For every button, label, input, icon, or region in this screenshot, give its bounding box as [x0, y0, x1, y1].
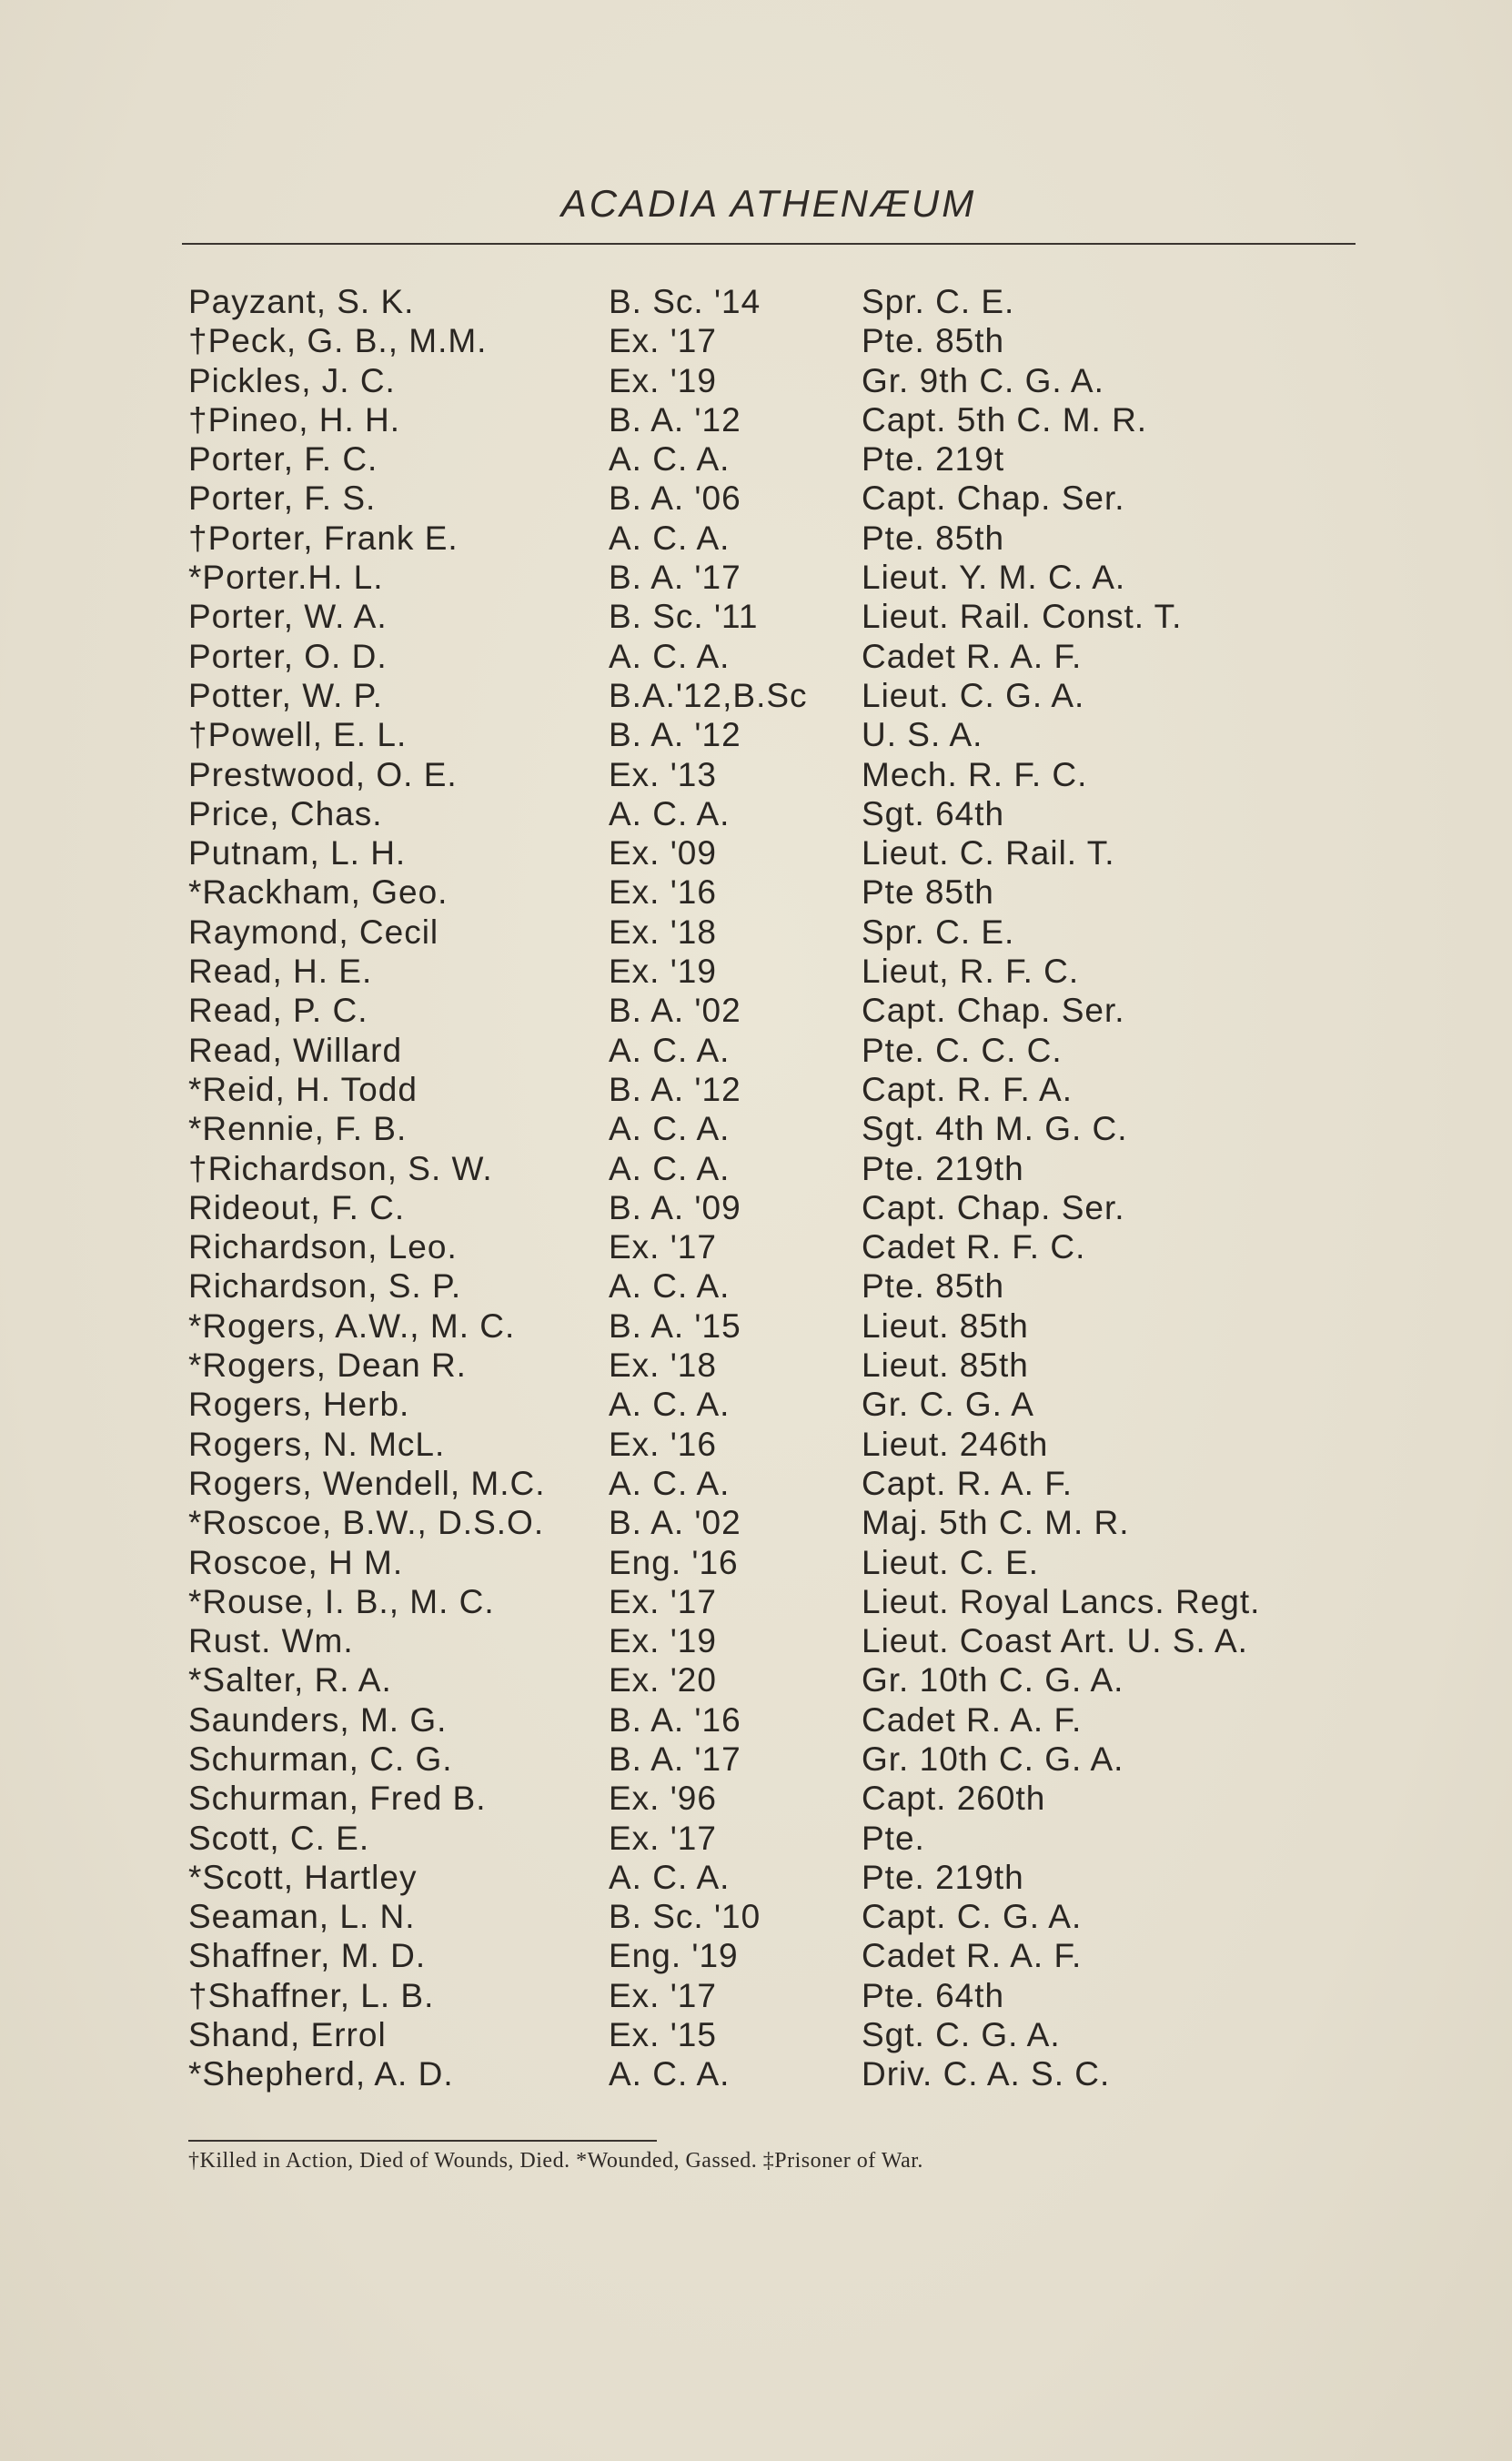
- person-name: Rogers, Wendell, M.C.: [188, 1464, 546, 1502]
- person-name: Read, Willard: [188, 1031, 403, 1069]
- roster-row: [188, 1543, 1371, 1582]
- roster-list: [188, 282, 1371, 2094]
- person-name: †Richardson, S. W.: [188, 1149, 493, 1187]
- person-name: *Salter, R. A.: [188, 1661, 392, 1700]
- military-rank: Lieut. Y. M. C. A.: [862, 559, 1126, 597]
- military-rank: Sgt. C. G. A.: [862, 2016, 1061, 2054]
- degree-class: A. C. A.: [609, 519, 731, 557]
- degree-class: B. A. '06: [609, 479, 741, 518]
- degree-class: A. C. A.: [609, 1386, 731, 1424]
- person-name: Potter, W. P.: [188, 676, 383, 714]
- degree-class: A. C. A.: [609, 1149, 731, 1187]
- degree-class: Ex. '19: [609, 1622, 717, 1660]
- person-name: Rideout, F. C.: [188, 1188, 406, 1226]
- degree-class: A. C. A.: [609, 794, 731, 832]
- military-rank: Mech. R. F. C.: [862, 755, 1088, 793]
- roster-row: [188, 715, 1371, 754]
- roster-row: [188, 1464, 1371, 1503]
- degree-class: Ex. '09: [609, 834, 717, 872]
- roster-row: [188, 479, 1371, 518]
- roster-row: [188, 558, 1371, 597]
- roster-row: [188, 1109, 1371, 1148]
- person-name: *Rogers, A.W., M. C.: [188, 1306, 516, 1345]
- military-rank: Pte. 64th: [862, 1976, 1005, 2014]
- person-name: Putnam, L. H.: [188, 834, 407, 872]
- running-header: ACADIA ATHENÆUM: [560, 182, 977, 225]
- military-rank: Pte 85th: [862, 873, 994, 912]
- degree-class: B. A. '02: [609, 992, 741, 1030]
- header-rule: [182, 243, 1356, 245]
- person-name: *Reid, H. Todd: [188, 1070, 418, 1108]
- military-rank: Gr. 9th C. G. A.: [862, 361, 1104, 399]
- degree-class: Ex. '16: [609, 873, 717, 912]
- degree-class: A. C. A.: [609, 1031, 731, 1069]
- military-rank: Pte. C. C. C.: [862, 1031, 1063, 1069]
- person-name: †Powell, E. L.: [188, 716, 408, 754]
- degree-class: B. A. '17: [609, 1740, 741, 1778]
- military-rank: Lieut. C. E.: [862, 1543, 1040, 1581]
- degree-class: Ex. '15: [609, 2016, 717, 2054]
- military-rank: Capt. Chap. Ser.: [862, 992, 1125, 1030]
- degree-class: Ex. '18: [609, 913, 717, 951]
- military-rank: Gr. 10th C. G. A.: [862, 1661, 1124, 1700]
- degree-class: B. A. '16: [609, 1700, 741, 1739]
- degree-class: Ex. '18: [609, 1346, 717, 1385]
- roster-row: [188, 1346, 1371, 1385]
- degree-class: B. A. '12: [609, 1070, 741, 1108]
- roster-row: [188, 2054, 1371, 2093]
- degree-class: B.A.'12,B.Sc: [609, 676, 808, 714]
- roster-row: [188, 1227, 1371, 1266]
- degree-class: A. C. A.: [609, 637, 731, 675]
- roster-row: [188, 637, 1371, 676]
- degree-class: Ex. '17: [609, 1976, 717, 2014]
- person-name: Scott, C. E.: [188, 1819, 370, 1857]
- person-name: Saunders, M. G.: [188, 1700, 448, 1739]
- degree-class: B. Sc. '14: [609, 283, 761, 320]
- person-name: Schurman, Fred B.: [188, 1780, 487, 1818]
- military-rank: Lieut. Rail. Const. T.: [862, 598, 1183, 636]
- roster-row: [188, 833, 1371, 872]
- roster-row: [188, 1188, 1371, 1227]
- person-name: Porter, F. S.: [188, 479, 377, 518]
- person-name: Rust. Wm.: [188, 1622, 354, 1660]
- military-rank: Lieut. Coast Art. U. S. A.: [862, 1622, 1248, 1660]
- roster-row: [188, 1700, 1371, 1740]
- roster-row: [188, 1266, 1371, 1306]
- person-name: *Shepherd, A. D.: [188, 2055, 454, 2093]
- degree-class: Eng. '16: [609, 1543, 739, 1581]
- military-rank: Capt. R. A. F.: [862, 1464, 1073, 1502]
- roster-row: [188, 1425, 1371, 1464]
- person-name: Price, Chas.: [188, 794, 383, 832]
- degree-class: Eng. '19: [609, 1937, 739, 1975]
- roster-row: [188, 1740, 1371, 1779]
- military-rank: Pte. 85th: [862, 1267, 1005, 1306]
- degree-class: A. C. A.: [609, 1267, 731, 1306]
- person-name: Roscoe, H M.: [188, 1543, 404, 1581]
- military-rank: Pte. 219th: [862, 1858, 1024, 1896]
- military-rank: Maj. 5th C. M. R.: [862, 1504, 1130, 1542]
- person-name: Porter, O. D.: [188, 637, 388, 675]
- roster-row: [188, 1385, 1371, 1424]
- roster-row: [188, 676, 1371, 715]
- roster-row: [188, 519, 1371, 558]
- roster-row: [188, 1149, 1371, 1188]
- degree-class: Ex. '17: [609, 1582, 717, 1620]
- roster-row: [188, 872, 1371, 912]
- military-rank: Cadet R. A. F.: [862, 1700, 1083, 1739]
- roster-row: [188, 991, 1371, 1030]
- military-rank: Capt. C. G. A.: [862, 1898, 1083, 1936]
- person-name: Payzant, S. K.: [188, 283, 415, 320]
- roster-row: [188, 1976, 1371, 2015]
- person-name: Read, H. E.: [188, 953, 373, 991]
- military-rank: Gr. C. G. A: [862, 1386, 1034, 1424]
- military-rank: Capt. Chap. Ser.: [862, 1188, 1125, 1226]
- military-rank: Gr. 10th C. G. A.: [862, 1740, 1124, 1778]
- military-rank: Lieut. C. G. A.: [862, 676, 1085, 714]
- roster-row: [188, 1858, 1371, 1897]
- roster-row: [188, 794, 1371, 833]
- person-name: †Porter, Frank E.: [188, 519, 459, 557]
- degree-class: B. A. '12: [609, 716, 741, 754]
- military-rank: Spr. C. E.: [862, 913, 1015, 951]
- roster-row: [188, 1779, 1371, 1818]
- military-rank: Sgt. 64th: [862, 794, 1005, 832]
- military-rank: Lieut. 85th: [862, 1346, 1029, 1385]
- degree-class: Ex. '13: [609, 755, 717, 793]
- person-name: Shaffner, M. D.: [188, 1937, 427, 1975]
- roster-row: [188, 1819, 1371, 1858]
- military-rank: Sgt. 4th M. G. C.: [862, 1110, 1128, 1148]
- person-name: Rogers, Herb.: [188, 1386, 410, 1424]
- roster-row: [188, 597, 1371, 636]
- person-name: *Rouse, I. B., M. C.: [188, 1582, 495, 1620]
- roster-row: [188, 952, 1371, 991]
- degree-class: Ex. '19: [609, 361, 717, 399]
- military-rank: Cadet R. A. F.: [862, 1937, 1083, 1975]
- person-name: Richardson, S. P.: [188, 1267, 462, 1306]
- roster-row: [188, 1936, 1371, 1975]
- military-rank: Driv. C. A. S. C.: [862, 2055, 1111, 2093]
- degree-class: Ex. '17: [609, 1228, 717, 1266]
- degree-class: A. C. A.: [609, 2055, 731, 2093]
- footnote: †Killed in Action, Died of Wounds, Died. *Wounded, Gassed. ‡Prisoner of War.: [188, 2149, 923, 2173]
- roster-row: [188, 1621, 1371, 1660]
- person-name: Richardson, Leo.: [188, 1228, 458, 1266]
- military-rank: Lieut. 246th: [862, 1425, 1049, 1463]
- military-rank: U. S. A.: [862, 716, 983, 754]
- military-rank: Lieut. C. Rail. T.: [862, 834, 1115, 872]
- roster-row: [188, 2015, 1371, 2054]
- person-name: †Peck, G. B., M.M.: [188, 322, 488, 360]
- military-rank: Cadet R. A. F.: [862, 637, 1083, 675]
- person-name: *Porter.H. L.: [188, 559, 384, 597]
- person-name: Rogers, N. McL.: [188, 1425, 446, 1463]
- degree-class: A. C. A.: [609, 440, 731, 479]
- person-name: *Scott, Hartley: [188, 1858, 418, 1896]
- roster-row: [188, 282, 1371, 321]
- person-name: Pickles, J. C.: [188, 361, 396, 399]
- military-rank: Capt. R. F. A.: [862, 1070, 1073, 1108]
- degree-class: Ex. '96: [609, 1780, 717, 1818]
- military-rank: Lieut, R. F. C.: [862, 953, 1080, 991]
- footnote-rule: [188, 2140, 657, 2142]
- person-name: Porter, F. C.: [188, 440, 378, 479]
- military-rank: Pte. 219th: [862, 1149, 1024, 1187]
- person-name: †Shaffner, L. B.: [188, 1976, 435, 2014]
- degree-class: B. A. '02: [609, 1504, 741, 1542]
- degree-class: B. A. '12: [609, 400, 741, 439]
- person-name: Schurman, C. G.: [188, 1740, 453, 1778]
- degree-class: A. C. A.: [609, 1464, 731, 1502]
- roster-row: [188, 755, 1371, 794]
- person-name: Seaman, L. N.: [188, 1898, 416, 1936]
- degree-class: Ex. '17: [609, 1819, 717, 1857]
- roster-row: [188, 1582, 1371, 1621]
- roster-row: [188, 1306, 1371, 1346]
- roster-row: [188, 1897, 1371, 1936]
- person-name: *Rogers, Dean R.: [188, 1346, 467, 1385]
- military-rank: Capt. 5th C. M. R.: [862, 400, 1148, 439]
- degree-class: B. A. '09: [609, 1188, 741, 1226]
- person-name: Porter, W. A.: [188, 598, 388, 636]
- degree-class: B. Sc. '11: [609, 598, 759, 636]
- person-name: Read, P. C.: [188, 992, 368, 1030]
- roster-row: [188, 1660, 1371, 1700]
- degree-class: A. C. A.: [609, 1858, 731, 1896]
- degree-class: Ex. '16: [609, 1425, 717, 1463]
- roster-row: [188, 361, 1371, 400]
- military-rank: Pte. 85th: [862, 519, 1005, 557]
- roster-row: [188, 1503, 1371, 1542]
- person-name: Shand, Errol: [188, 2016, 387, 2054]
- roster-row: [188, 400, 1371, 439]
- person-name: †Pineo, H. H.: [188, 400, 401, 439]
- person-name: *Rackham, Geo.: [188, 873, 449, 912]
- degree-class: B. A. '17: [609, 559, 741, 597]
- degree-class: Ex. '20: [609, 1661, 717, 1700]
- degree-class: Ex. '19: [609, 953, 717, 991]
- military-rank: Capt. 260th: [862, 1780, 1046, 1818]
- military-rank: Capt. Chap. Ser.: [862, 479, 1125, 518]
- degree-class: B. Sc. '10: [609, 1898, 761, 1936]
- roster-row: [188, 1031, 1371, 1070]
- person-name: Raymond, Cecil: [188, 913, 439, 951]
- roster-row: [188, 913, 1371, 952]
- person-name: *Rennie, F. B.: [188, 1110, 408, 1148]
- military-rank: Lieut. 85th: [862, 1306, 1029, 1345]
- person-name: Prestwood, O. E.: [188, 755, 458, 793]
- military-rank: Cadet R. F. C.: [862, 1228, 1086, 1266]
- military-rank: Pte.: [862, 1819, 925, 1857]
- military-rank: Lieut. Royal Lancs. Regt.: [862, 1582, 1261, 1620]
- person-name: *Roscoe, B.W., D.S.O.: [188, 1504, 545, 1542]
- degree-class: B. A. '15: [609, 1306, 741, 1345]
- military-rank: Pte. 85th: [862, 322, 1005, 360]
- military-rank: Pte. 219t: [862, 440, 1005, 479]
- degree-class: A. C. A.: [609, 1110, 731, 1148]
- roster-row: [188, 321, 1371, 360]
- military-rank: Spr. C. E.: [862, 283, 1015, 320]
- roster-row: [188, 1070, 1371, 1109]
- degree-class: Ex. '17: [609, 322, 717, 360]
- roster-row: [188, 439, 1371, 479]
